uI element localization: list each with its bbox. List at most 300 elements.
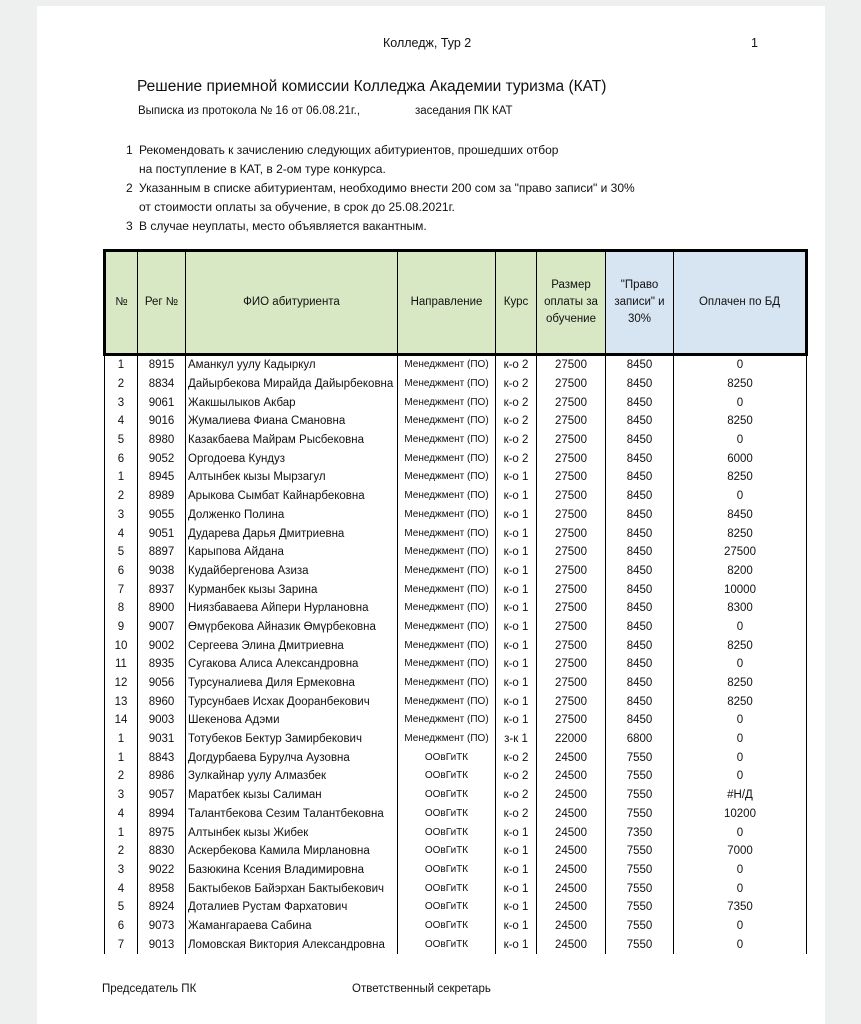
applicant-name: Доталиев Рустам Фархатович <box>186 898 398 917</box>
row-number: 1 <box>105 468 138 487</box>
tuition-amount: 27500 <box>537 636 606 655</box>
col-header-size: Размер оплаты за обучение <box>537 251 606 355</box>
applicant-name: Турсуналиева Диля Ермековна <box>186 674 398 693</box>
reg-number: 9007 <box>138 618 186 637</box>
paid-amount: 8250 <box>674 692 807 711</box>
applicant-name: Сергеева Элина Дмитриевна <box>186 636 398 655</box>
reg-number: 8994 <box>138 805 186 824</box>
row-number: 6 <box>105 562 138 581</box>
table-row <box>105 748 807 767</box>
course: к-о 1 <box>496 692 537 711</box>
reg-number: 8900 <box>138 599 186 618</box>
applicant-name: Догдурбаева Бурулча Аузовна <box>186 748 398 767</box>
paid-amount: 0 <box>674 730 807 749</box>
tuition-amount: 24500 <box>537 805 606 824</box>
tuition-amount: 27500 <box>537 692 606 711</box>
tuition-amount: 27500 <box>537 355 606 375</box>
reg-number: 9031 <box>138 730 186 749</box>
reg-number: 9061 <box>138 393 186 412</box>
table-row <box>105 917 807 936</box>
applicant-name: Кудайбергенова Азиза <box>186 562 398 581</box>
applicant-name: Оргодоева Кундуз <box>186 449 398 468</box>
reg-number: 9002 <box>138 636 186 655</box>
row-number: 3 <box>105 861 138 880</box>
item-number: 1 <box>126 143 133 157</box>
pravo-amount: 7550 <box>606 917 674 936</box>
paid-amount: 0 <box>674 935 807 954</box>
direction: Менеджмент (ПО) <box>398 524 496 543</box>
course: к-о 1 <box>496 524 537 543</box>
course: к-о 2 <box>496 412 537 431</box>
tuition-amount: 27500 <box>537 562 606 581</box>
tuition-amount: 24500 <box>537 767 606 786</box>
reg-number: 9055 <box>138 506 186 525</box>
pravo-amount: 8450 <box>606 355 674 375</box>
reg-number: 8830 <box>138 842 186 861</box>
applicant-name: Казакбаева Майрам Рысбековна <box>186 431 398 450</box>
paid-amount: 8250 <box>674 468 807 487</box>
table-row <box>105 861 807 880</box>
paid-amount: 8450 <box>674 506 807 525</box>
pravo-amount: 7550 <box>606 935 674 954</box>
direction: Менеджмент (ПО) <box>398 355 496 375</box>
paid-amount: 7000 <box>674 842 807 861</box>
tuition-amount: 27500 <box>537 618 606 637</box>
tuition-amount: 24500 <box>537 823 606 842</box>
course: к-о 2 <box>496 449 537 468</box>
applicant-name: Дайырбекова Мирайда Дайырбековна <box>186 375 398 394</box>
course: к-о 1 <box>496 468 537 487</box>
reg-number: 8935 <box>138 655 186 674</box>
table-row <box>105 711 807 730</box>
direction: Менеджмент (ПО) <box>398 449 496 468</box>
course: к-о 1 <box>496 562 537 581</box>
row-number: 1 <box>105 355 138 375</box>
col-header-reg: Рег № <box>138 251 186 355</box>
direction: ООвГиТК <box>398 935 496 954</box>
applicant-name: Сугакова Алиса Александровна <box>186 655 398 674</box>
tuition-amount: 24500 <box>537 917 606 936</box>
course: к-о 1 <box>496 618 537 637</box>
paid-amount: 0 <box>674 748 807 767</box>
applicant-name: Аскербекова Камила Мирлановна <box>186 842 398 861</box>
row-number: 4 <box>105 412 138 431</box>
pravo-amount: 8450 <box>606 543 674 562</box>
course: к-о 1 <box>496 655 537 674</box>
pravo-amount: 6800 <box>606 730 674 749</box>
reg-number: 9056 <box>138 674 186 693</box>
table-row <box>105 599 807 618</box>
tuition-amount: 24500 <box>537 786 606 805</box>
row-number: 8 <box>105 599 138 618</box>
pravo-amount: 8450 <box>606 692 674 711</box>
tuition-amount: 27500 <box>537 393 606 412</box>
direction: Менеджмент (ПО) <box>398 562 496 581</box>
col-header-course: Курс <box>496 251 537 355</box>
direction: Менеджмент (ПО) <box>398 506 496 525</box>
reg-number: 8975 <box>138 823 186 842</box>
course: к-о 1 <box>496 898 537 917</box>
course: к-о 1 <box>496 823 537 842</box>
applicant-name: Алтынбек кызы Жибек <box>186 823 398 842</box>
applicant-name: Зулкайнар уулу Алмазбек <box>186 767 398 786</box>
tuition-amount: 24500 <box>537 879 606 898</box>
tuition-amount: 27500 <box>537 449 606 468</box>
row-number: 14 <box>105 711 138 730</box>
direction: ООвГиТК <box>398 767 496 786</box>
row-number: 5 <box>105 431 138 450</box>
applicant-name: Жакшылыков Акбар <box>186 393 398 412</box>
pravo-amount: 8450 <box>606 674 674 693</box>
table-row <box>105 468 807 487</box>
reg-number: 8834 <box>138 375 186 394</box>
pravo-amount: 8450 <box>606 487 674 506</box>
row-number: 1 <box>105 730 138 749</box>
direction: Менеджмент (ПО) <box>398 711 496 730</box>
page-header: Колледж, Тур 2 <box>383 36 472 50</box>
tuition-amount: 27500 <box>537 375 606 394</box>
table-row <box>105 767 807 786</box>
tuition-amount: 27500 <box>537 487 606 506</box>
reg-number: 8960 <box>138 692 186 711</box>
paid-amount: 0 <box>674 431 807 450</box>
direction: Менеджмент (ПО) <box>398 618 496 637</box>
pravo-amount: 7550 <box>606 748 674 767</box>
row-number: 2 <box>105 375 138 394</box>
reg-number: 9057 <box>138 786 186 805</box>
reg-number: 8897 <box>138 543 186 562</box>
reg-number: 8989 <box>138 487 186 506</box>
course: к-о 1 <box>496 879 537 898</box>
table-row <box>105 636 807 655</box>
pravo-amount: 8450 <box>606 562 674 581</box>
applicant-name: Жамангараева Сабина <box>186 917 398 936</box>
course: к-о 1 <box>496 935 537 954</box>
row-number: 7 <box>105 580 138 599</box>
row-number: 3 <box>105 393 138 412</box>
pravo-amount: 8450 <box>606 468 674 487</box>
direction: ООвГиТК <box>398 898 496 917</box>
table-row <box>105 580 807 599</box>
paid-amount: 0 <box>674 393 807 412</box>
document-page <box>37 6 825 1024</box>
reg-number: 8958 <box>138 879 186 898</box>
direction: Менеджмент (ПО) <box>398 431 496 450</box>
row-number: 2 <box>105 487 138 506</box>
applicant-name: Ломовская Виктория Александровна <box>186 935 398 954</box>
reg-number: 8980 <box>138 431 186 450</box>
course: к-о 2 <box>496 431 537 450</box>
row-number: 1 <box>105 823 138 842</box>
table-row <box>105 655 807 674</box>
row-number: 6 <box>105 449 138 468</box>
pravo-amount: 7550 <box>606 805 674 824</box>
pravo-amount: 7350 <box>606 823 674 842</box>
pravo-amount: 8450 <box>606 636 674 655</box>
tuition-amount: 27500 <box>537 468 606 487</box>
reg-number: 9051 <box>138 524 186 543</box>
col-header-num: № <box>105 251 138 355</box>
table-row <box>105 674 807 693</box>
protocol-extract: Выписка из протокола № 16 от 06.08.21г., <box>138 105 361 117</box>
course: з-к 1 <box>496 730 537 749</box>
tuition-amount: 24500 <box>537 861 606 880</box>
reg-number: 9052 <box>138 449 186 468</box>
direction: Менеджмент (ПО) <box>398 412 496 431</box>
tuition-amount: 27500 <box>537 543 606 562</box>
course: к-о 1 <box>496 506 537 525</box>
row-number: 5 <box>105 543 138 562</box>
course: к-о 1 <box>496 599 537 618</box>
applicant-name: Курманбек кызы Зарина <box>186 580 398 599</box>
pravo-amount: 8450 <box>606 618 674 637</box>
pravo-amount: 8450 <box>606 655 674 674</box>
item-text: Указанным в списке абитуриентам, необходимо внести 200 сом за "право записи" и 30% <box>139 181 635 195</box>
table-row <box>105 412 807 431</box>
direction: ООвГиТК <box>398 805 496 824</box>
applicant-name: Жумалиева Фиана Смановна <box>186 412 398 431</box>
pravo-amount: 7550 <box>606 767 674 786</box>
table-header-row <box>105 251 807 355</box>
table-row <box>105 730 807 749</box>
col-header-paid: Оплачен по БД <box>674 251 807 355</box>
applicant-name: Аманкул уулу Кадыркул <box>186 355 398 375</box>
table-row <box>105 805 807 824</box>
direction: Менеджмент (ПО) <box>398 393 496 412</box>
table-row <box>105 879 807 898</box>
secretary-label: Ответственный секретарь <box>352 983 491 995</box>
pravo-amount: 7550 <box>606 898 674 917</box>
table-row <box>105 431 807 450</box>
course: к-о 1 <box>496 861 537 880</box>
reg-number: 8986 <box>138 767 186 786</box>
direction: Менеджмент (ПО) <box>398 692 496 711</box>
paid-amount: 8250 <box>674 412 807 431</box>
tuition-amount: 27500 <box>537 431 606 450</box>
item-text: Рекомендовать к зачислению следующих абитуриентов, прошедших отбор <box>139 143 559 157</box>
table-row <box>105 487 807 506</box>
pravo-amount: 8450 <box>606 599 674 618</box>
col-header-pravo: "Право записи" и 30% <box>606 251 674 355</box>
applicants-table <box>103 249 808 954</box>
paid-amount: 8250 <box>674 636 807 655</box>
paid-amount: 0 <box>674 655 807 674</box>
reg-number: 8843 <box>138 748 186 767</box>
paid-amount: 0 <box>674 711 807 730</box>
course: к-о 2 <box>496 393 537 412</box>
course: к-о 1 <box>496 711 537 730</box>
tuition-amount: 24500 <box>537 935 606 954</box>
course: к-о 2 <box>496 375 537 394</box>
pravo-amount: 8450 <box>606 449 674 468</box>
table-row <box>105 618 807 637</box>
applicant-name: Алтынбек кызы Мырзагул <box>186 468 398 487</box>
col-header-fio: ФИО абитуриента <box>186 251 398 355</box>
tuition-amount: 24500 <box>537 748 606 767</box>
table-row <box>105 375 807 394</box>
paid-amount: 7350 <box>674 898 807 917</box>
table-row <box>105 393 807 412</box>
applicant-name: Маратбек кызы Салиман <box>186 786 398 805</box>
course: к-о 1 <box>496 674 537 693</box>
table-row <box>105 562 807 581</box>
row-number: 11 <box>105 655 138 674</box>
table-row <box>105 355 807 375</box>
table-row <box>105 935 807 954</box>
tuition-amount: 27500 <box>537 655 606 674</box>
table-row <box>105 543 807 562</box>
reg-number: 8945 <box>138 468 186 487</box>
item-number: 2 <box>126 181 133 195</box>
item-text: от стоимости оплаты за обучение, в срок до 25.08.2021г. <box>139 200 455 214</box>
row-number: 4 <box>105 879 138 898</box>
reg-number: 9038 <box>138 562 186 581</box>
paid-amount: 0 <box>674 823 807 842</box>
table-row <box>105 786 807 805</box>
row-number: 4 <box>105 805 138 824</box>
tuition-amount: 27500 <box>537 599 606 618</box>
row-number: 5 <box>105 898 138 917</box>
pravo-amount: 7550 <box>606 861 674 880</box>
paid-amount: 8250 <box>674 674 807 693</box>
paid-amount: #Н/Д <box>674 786 807 805</box>
row-number: 12 <box>105 674 138 693</box>
applicant-name: Ниязбаваева Айпери Нурлановна <box>186 599 398 618</box>
applicant-name: Дударева Дарья Дмитриевна <box>186 524 398 543</box>
row-number: 10 <box>105 636 138 655</box>
paid-amount: 27500 <box>674 543 807 562</box>
course: к-о 1 <box>496 543 537 562</box>
row-number: 6 <box>105 917 138 936</box>
paid-amount: 8300 <box>674 599 807 618</box>
direction: ООвГиТК <box>398 917 496 936</box>
paid-amount: 8250 <box>674 524 807 543</box>
course: к-о 1 <box>496 580 537 599</box>
tuition-amount: 22000 <box>537 730 606 749</box>
pravo-amount: 8450 <box>606 431 674 450</box>
direction: ООвГиТК <box>398 842 496 861</box>
row-number: 7 <box>105 935 138 954</box>
row-number: 2 <box>105 842 138 861</box>
applicant-name: Арыкова Сымбат Кайнарбековна <box>186 487 398 506</box>
tuition-amount: 24500 <box>537 842 606 861</box>
chairman-label: Председатель ПК <box>102 983 197 995</box>
pravo-amount: 8450 <box>606 524 674 543</box>
direction: Менеджмент (ПО) <box>398 599 496 618</box>
pravo-amount: 7550 <box>606 879 674 898</box>
applicant-name: Шекенова Адэми <box>186 711 398 730</box>
pravo-amount: 8450 <box>606 393 674 412</box>
applicant-name: Долженко Полина <box>186 506 398 525</box>
paid-amount: 10200 <box>674 805 807 824</box>
applicant-name: Карыпова Айдана <box>186 543 398 562</box>
direction: Менеджмент (ПО) <box>398 674 496 693</box>
applicant-name: Өмүрбекова Айназик Өмүрбековна <box>186 618 398 637</box>
pravo-amount: 8450 <box>606 412 674 431</box>
applicant-name: Талантбекова Сезим Талантбековна <box>186 805 398 824</box>
col-header-direction: Направление <box>398 251 496 355</box>
table-row <box>105 823 807 842</box>
course: к-о 1 <box>496 842 537 861</box>
table-row <box>105 842 807 861</box>
direction: ООвГиТК <box>398 823 496 842</box>
item-text: на поступление в КАТ, в 2-ом туре конкурса. <box>139 162 386 176</box>
row-number: 2 <box>105 767 138 786</box>
document-title: Решение приемной комиссии Колледжа Академии туризма (КАТ) <box>137 78 607 95</box>
course: к-о 2 <box>496 786 537 805</box>
paid-amount: 10000 <box>674 580 807 599</box>
direction: ООвГиТК <box>398 879 496 898</box>
reg-number: 8915 <box>138 355 186 375</box>
row-number: 13 <box>105 692 138 711</box>
tuition-amount: 27500 <box>537 524 606 543</box>
pravo-amount: 8450 <box>606 506 674 525</box>
course: к-о 1 <box>496 917 537 936</box>
direction: Менеджмент (ПО) <box>398 468 496 487</box>
tuition-amount: 27500 <box>537 506 606 525</box>
table-row <box>105 692 807 711</box>
paid-amount: 0 <box>674 618 807 637</box>
direction: Менеджмент (ПО) <box>398 543 496 562</box>
meeting-info: заседания ПК КАТ <box>415 105 513 117</box>
direction: Менеджмент (ПО) <box>398 655 496 674</box>
direction: Менеджмент (ПО) <box>398 730 496 749</box>
item-number: 3 <box>126 219 133 233</box>
paid-amount: 8250 <box>674 375 807 394</box>
table-row <box>105 898 807 917</box>
row-number: 3 <box>105 786 138 805</box>
reg-number: 9013 <box>138 935 186 954</box>
direction: Менеджмент (ПО) <box>398 487 496 506</box>
course: к-о 2 <box>496 767 537 786</box>
direction: Менеджмент (ПО) <box>398 636 496 655</box>
row-number: 1 <box>105 748 138 767</box>
paid-amount: 0 <box>674 861 807 880</box>
row-number: 9 <box>105 618 138 637</box>
direction: ООвГиТК <box>398 861 496 880</box>
reg-number: 9022 <box>138 861 186 880</box>
direction: ООвГиТК <box>398 748 496 767</box>
row-number: 3 <box>105 506 138 525</box>
table-row <box>105 506 807 525</box>
row-number: 4 <box>105 524 138 543</box>
tuition-amount: 27500 <box>537 412 606 431</box>
table-row <box>105 524 807 543</box>
applicant-name: Тотубеков Бектур Замирбекович <box>186 730 398 749</box>
table-row <box>105 449 807 468</box>
course: к-о 2 <box>496 748 537 767</box>
course: к-о 1 <box>496 636 537 655</box>
reg-number: 8924 <box>138 898 186 917</box>
pravo-amount: 7550 <box>606 842 674 861</box>
pravo-amount: 7550 <box>606 786 674 805</box>
pravo-amount: 8450 <box>606 580 674 599</box>
paid-amount: 0 <box>674 879 807 898</box>
paid-amount: 6000 <box>674 449 807 468</box>
course: к-о 2 <box>496 355 537 375</box>
tuition-amount: 27500 <box>537 711 606 730</box>
course: к-о 1 <box>496 487 537 506</box>
reg-number: 9003 <box>138 711 186 730</box>
tuition-amount: 24500 <box>537 898 606 917</box>
pravo-amount: 8450 <box>606 375 674 394</box>
page-number: 1 <box>751 36 758 50</box>
applicant-name: Бактыбеков Байэрхан Бактыбекович <box>186 879 398 898</box>
paid-amount: 0 <box>674 917 807 936</box>
direction: Менеджмент (ПО) <box>398 375 496 394</box>
paid-amount: 8200 <box>674 562 807 581</box>
paid-amount: 0 <box>674 767 807 786</box>
